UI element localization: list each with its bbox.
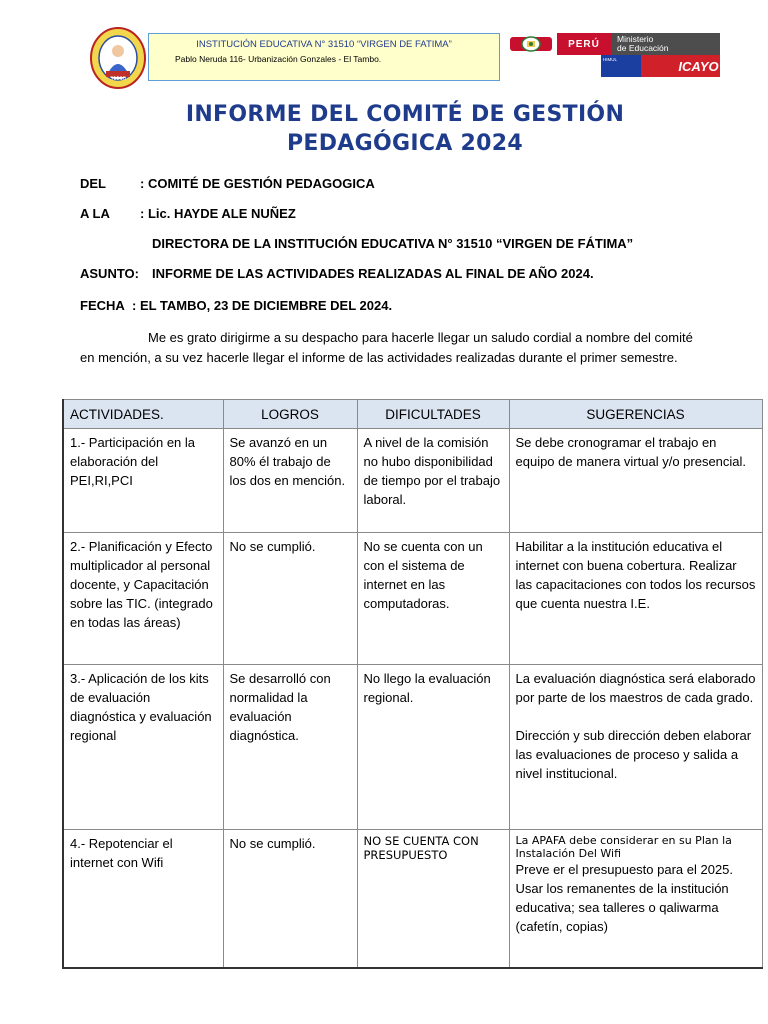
table-header-row [63,400,762,429]
cell-logro: Se desarrolló con normalidad la evaluación diagnóstica. [223,665,357,830]
peru-emblem-logo [508,33,554,55]
header-sugerencias: SUGERENCIAS [509,400,762,429]
header-dificultades: DIFICULTADES [357,400,509,429]
table-row [63,665,762,830]
sugerencia-part-1: La evaluación diagnóstica será elaborado por parte de los maestros de cada grado. [515,671,756,705]
table-row [63,533,762,665]
memo-fecha: FECHA : EL TAMBO, 23 DE DICIEMBRE DEL 2024. [80,298,393,313]
sugerencia-part-2: Usar los remanentes de la institución educativa; sea talleres o qaliwarma (cafetín, copias) [515,881,729,934]
ministry-logo [557,33,720,55]
table-row [63,429,762,533]
body-paragraph: Me es grato dirigirme a su despacho para hacerle llegar un saludo cordial a nombre del comité en mención, a su vez hacerle llegar el informe de las actividades realizadas durante el primer semestre. [80,330,693,365]
cell-dificultad: NO SE CUENTA CON PRESUPUESTO [357,830,509,968]
header-logros: LOGROS [223,400,357,429]
region-logo [641,55,677,77]
institution-address: Pablo Neruda 116- Urbanización Gonzales - El Tambo. [175,54,382,64]
memo-asunto: ASUNTO: INFORME DE LAS ACTIVIDADES REALIZADAS AL FINAL DE AÑO 2024. [80,266,594,281]
cell-dificultad: No se cuenta con un con el sistema de internet en las computadoras. [357,533,509,665]
cell-logro: No se cumplió. [223,533,357,665]
ministry-label: Ministerio de Educación [611,33,720,55]
institution-header-box [148,33,500,81]
peru-label: PERÚ [557,33,611,55]
cell-sugerencia: Se debe cronogramar el trabajo en equipo de manera virtual y/o presencial. [509,429,762,533]
cell-dificultad: A nivel de la comisión no hubo disponibilidad de tiempo por el trabajo laboral. [357,429,509,533]
cell-logro: No se cumplió. [223,830,357,968]
sugerencia-apafa: La APAFA debe considerar en su Plan la Instalación Del Wifi [515,834,732,860]
table-row [63,830,762,968]
cell-actividad: 2.- Planificación y Efecto multiplicador al personal docente, y Capacitación sobre las TIC. (integrado en todas las áreas) [63,533,223,665]
memo-ala: A LA : Lic. HAYDE ALE NUÑEZ [80,206,296,221]
sugerencia-part-1: Preve er el presupuesto para el 2025. [515,862,734,877]
cell-actividad: 3.- Aplicación de los kits de evaluación diagnóstica y evaluación regional [63,665,223,830]
cell-actividad: 1.- Participación en la elaboración del PEI,RI,PCI [63,429,223,533]
memo-del: DEL : COMITÉ DE GESTIÓN PEDAGOGICA [80,176,375,191]
municipality-logo: HIMUL [601,55,641,77]
cell-dificultad: No llego la evaluación regional. [357,665,509,830]
cell-actividad: 4.- Repotenciar el internet con Wifi [63,830,223,968]
sugerencia-part-2: Dirección y sub dirección deben elaborar las evaluaciones de proceso y salida a nivel institucional. [515,728,752,781]
cell-sugerencia: Habilitar a la institución educativa el internet con buena cobertura. Realizar las capacitaciones con todos los recursos que cuenta nuestra I.E. [509,533,762,665]
report-title: INFORME DEL COMITÉ DE GESTIÓN PEDAGÓGICA 2024 [185,102,625,156]
icayo-logo: ICAYO [677,55,720,77]
header-actividades: ACTIVIDADES. [63,400,223,429]
cell-sugerencia [509,830,762,968]
institution-name: INSTITUCIÓN EDUCATIVA N° 31510 “VIRGEN DE FATIMA” [196,39,452,50]
school-logo-number: 31510 [110,76,126,82]
cell-logro: Se avanzó en un 80% él trabajo de los dos en mención. [223,429,357,533]
school-logo [90,27,146,89]
activities-table [62,399,763,969]
memo-recipient-role: DIRECTORA DE LA INSTITUCIÓN EDUCATIVA N° 31510 “VIRGEN DE FÁTIMA” [152,236,634,251]
cell-sugerencia [509,665,762,830]
partner-logos [601,55,720,77]
